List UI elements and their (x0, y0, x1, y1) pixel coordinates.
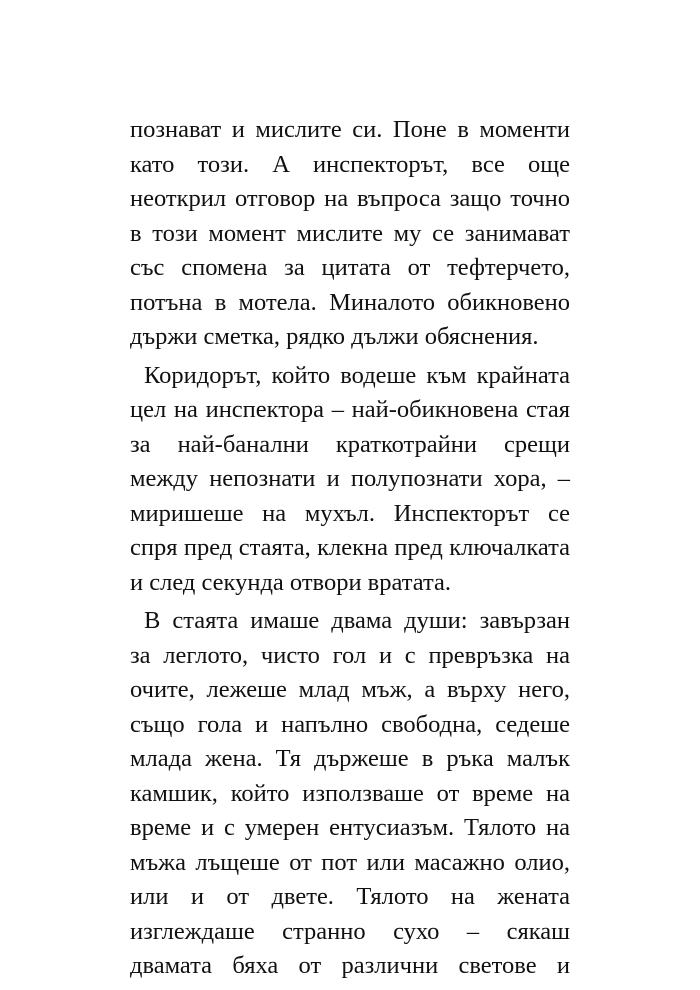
text-line: за леглото, чисто гол и с превръзка на (130, 641, 570, 669)
text-line: за най-банални краткотрайни срещи (130, 430, 570, 458)
text-line: като този. А инспекторът, все още (130, 150, 570, 178)
text-line: познават и мислите си. Поне в моменти (130, 116, 570, 143)
text-line: или и от двете. Тялото на жената (130, 883, 570, 910)
text-line: мъжа лъщеше от пот или масажно олио, (130, 848, 570, 876)
text-line: цел на инспектора – най-обикновена стая (130, 396, 570, 423)
text-line: между непознати и полупознати хора, – (130, 465, 570, 492)
text-line: спря пред стаята, клекна пред ключалката (130, 534, 570, 561)
text-line: изглеждаше странно сухо – сякаш (130, 917, 570, 945)
paragraph-1 (130, 113, 570, 355)
text-line: Коридорът, който водеше към крайната (144, 361, 570, 389)
text-line: двамата бяха от различни светове и (130, 952, 570, 979)
paragraph-2 (130, 359, 570, 601)
paragraph-3 (130, 604, 570, 984)
text-line: в този момент мислите му се занимават (130, 219, 570, 247)
text-line: държи сметка, рядко дължи обяснения. (130, 323, 539, 350)
text-line: очите, лежеше млад мъж, а върху него, (130, 676, 570, 703)
text-line: със спомена за цитата от тефтерчето, (130, 254, 570, 281)
text-line: потъна в мотела. Миналото обикновено (130, 288, 570, 316)
text-line: В стаята имаше двама души: завързан (144, 607, 570, 634)
text-line: млада жена. Тя държеше в ръка малък (130, 745, 570, 772)
text-line: и след секунда отвори вратата. (130, 568, 451, 596)
page-text (130, 113, 570, 988)
text-line: също гола и напълно свободна, седеше (130, 710, 570, 738)
text-line: камшик, който използваше от време на (130, 779, 570, 807)
text-line: миришеше на мухъл. Инспекторът се (130, 499, 570, 527)
text-line: време и с умерен ентусиазъм. Тялото на (130, 814, 570, 841)
text-line: неоткрил отговор на въпроса защо точно (130, 185, 570, 212)
